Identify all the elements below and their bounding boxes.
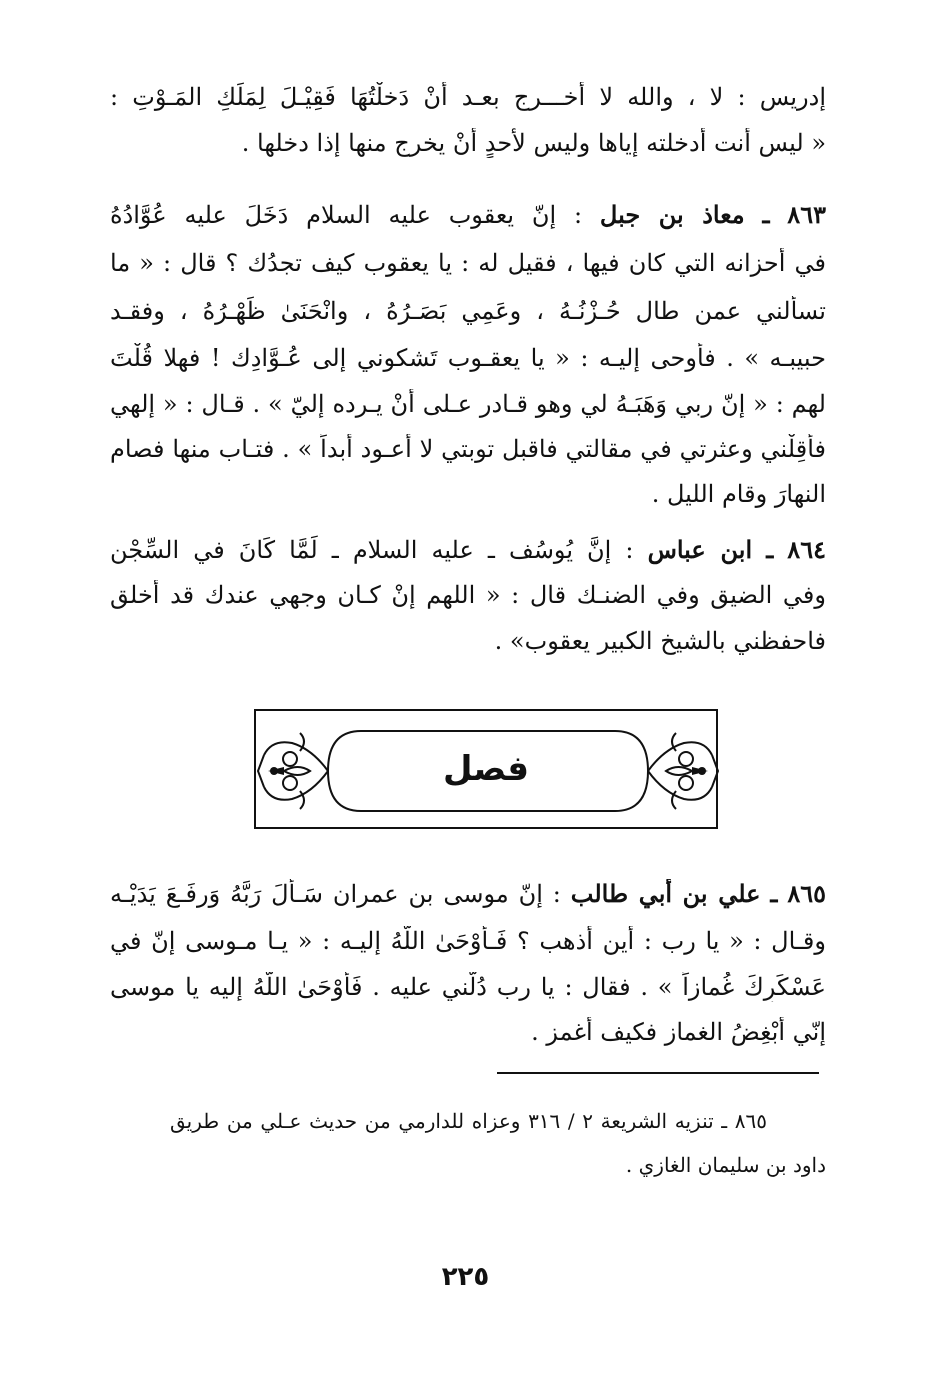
entry-864-first-line: ٨٦٤ ـ ابن عباس : إنَّ يُوسُف ـ عليه السلام ـ لَمَّا كَانَ في السِّجْن	[110, 535, 826, 564]
entry-narrator: معاذ بن جبل	[599, 200, 745, 229]
text-line: حبيبـه » . فأوحى إليـه : « يا يعقـوب تَشكوني إلى عُـوَّادِك ! فهلا قُلْتَ	[110, 344, 826, 372]
text-line: فأقِلْني وعثرتي في مقالتي فاقبل توبتي لا أعـود أبداً » . فتـاب منها فصام	[110, 435, 826, 463]
text-line: النهارَ وقام الليل .	[651, 480, 826, 508]
text-line: إنّي أُبْغِضُ الغماز فكيف أغمز .	[531, 1018, 826, 1046]
text-line: وقـال : « يا رب : أين أذهب ؟ فَـأَوْحَىٰ اللَّهُ إليـه : « يـا مـوسى إنّ في	[110, 927, 826, 955]
entry-text: : إنَّ يُوسُف ـ عليه السلام ـ لَمَّا كَانَ في السِّجْن	[110, 536, 634, 564]
entry-863-first-line: ٨٦٣ ـ معاذ بن جبل : إنّ يعقوب عليه السلام دَخَلَ عليه عُوَّادُهُ	[110, 200, 826, 229]
entry-number: ٨٦٤	[787, 535, 826, 564]
text-line: فاحفظني بالشيخ الكبير يعقوب» .	[494, 627, 826, 655]
text-line: تسألني عمن طال حُـزْنُـهُ ، وعَمِي بَصَـرُهُ ، وانْحَنَىٰ ظَهْـرُهُ ، وفقـد	[110, 297, 826, 325]
entry-number: ٨٦٥	[787, 879, 826, 908]
section-heading-frame	[254, 709, 718, 829]
entry-text: : إنّ موسى بن عمران سَـأَلَ رَبَّهُ وَرفَـعَ يَدَيْـه	[110, 880, 561, 908]
entry-865-first-line: ٨٦٥ ـ علي بن أبي طالب : إنّ موسى بن عمران سَـأَلَ رَبَّهُ وَرفَـعَ يَدَيْـه	[110, 879, 826, 908]
footnote-line: ٨٦٥ ـ تنزيه الشريعة ٢ / ٣١٦ وعزاه للدارمي من حديث عـلي من طريق	[170, 1109, 767, 1133]
footnote-line: داود بن سليمان الغازي .	[625, 1153, 826, 1177]
text-line: لهم : « إنّ ربي وَهَبَـهُ لي وهو قـادر عـلى أنْ يـرده إليّ » . قـال : « إلهي	[110, 390, 826, 418]
page-number: ٢٢٥	[441, 1262, 490, 1292]
entry-text: : إنّ يعقوب عليه السلام دَخَلَ عليه عُوَّادُهُ	[110, 201, 583, 229]
entry-narrator: علي بن أبي طالب	[570, 879, 761, 908]
footnote-divider	[497, 1072, 819, 1074]
text-line: وفي الضيق وفي الضنـك قال : « اللهم إنْ كـان وجهي عندك قد أخلق	[110, 581, 826, 609]
section-title: فصل	[442, 749, 530, 789]
text-line: عَسْكَرِكَ غُمازاً » . فقال : يا رب دُلَّني عليه . فَأَوْحَىٰ اللَّهُ إليه يا موسى	[110, 973, 826, 1001]
text-line: في أحزانه التي كان فيها ، فقيل له : يا يعقوب كيف تجدُك ؟ قال : « ما	[110, 249, 826, 277]
entry-narrator: ابن عباس	[647, 535, 753, 564]
text-line: « ليس أنت أدخلته إياها وليس لأحدٍ أنْ يخرج منها إذا دخلها .	[241, 129, 826, 157]
entry-number: ٨٦٣	[787, 200, 826, 229]
text-line: إدريس : لا ، والله لا أخـــرج بعـد أنْ دَخلْتُهَا فَقِيْـلَ لِمَلَكِ المَـوْتِ :	[110, 83, 826, 111]
